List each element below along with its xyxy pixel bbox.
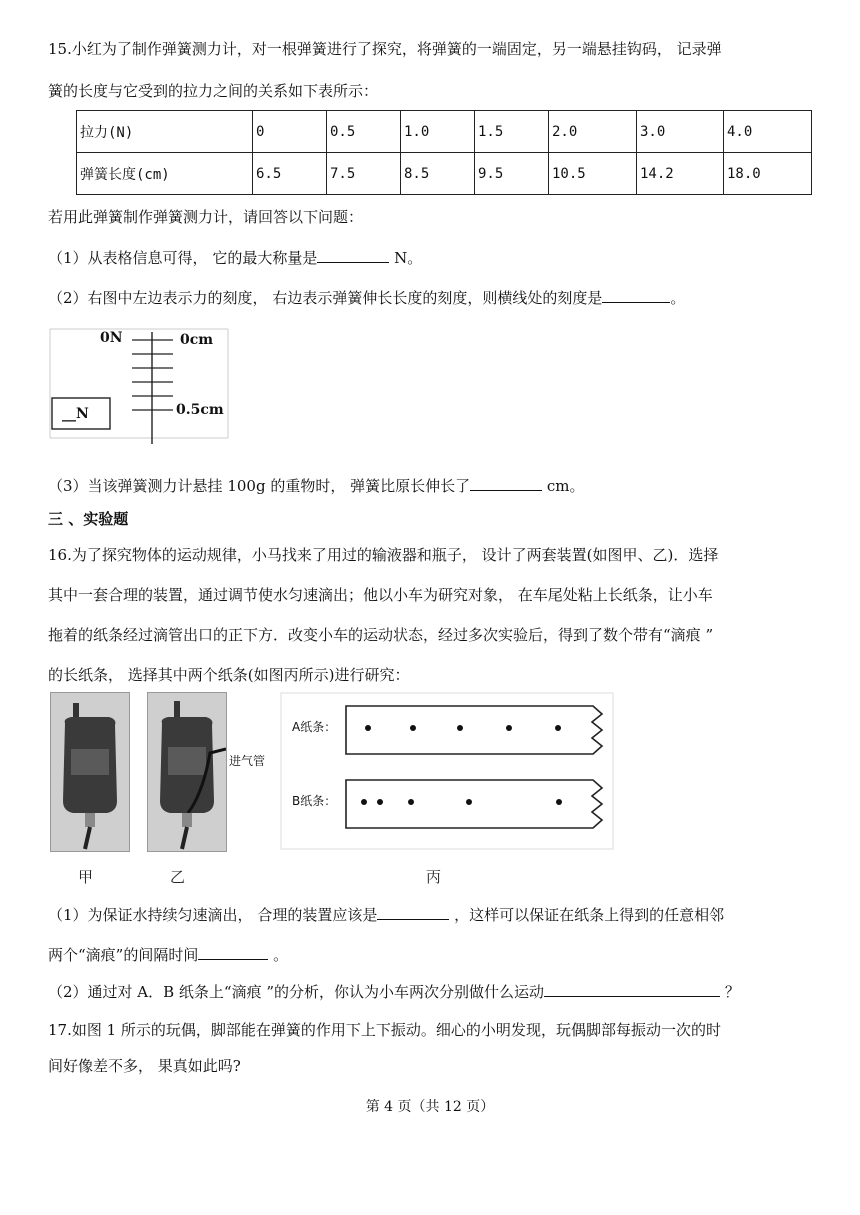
table-cell: 10.5 <box>549 153 637 195</box>
strip-a <box>346 706 602 754</box>
table-cell: 14.2 <box>637 153 724 195</box>
q15-intro: 若用此弹簧制作弹簧测力计，请回答以下问题： <box>48 208 364 226</box>
table-cell: 1.5 <box>475 111 549 153</box>
q16-line-4: 的长纸条， 选择其中两个纸条(如图丙所示)进行研究： <box>48 666 410 684</box>
q15-part-1 <box>48 246 422 269</box>
q16-part-1-line-2-end: 。 <box>268 946 289 964</box>
strip-a-label: A纸条： <box>292 720 337 734</box>
drip-mark <box>555 725 561 731</box>
q16-part-1-line-2 <box>48 943 288 966</box>
scale-box-label: __N <box>62 406 89 422</box>
section-heading: 三 、实验题 <box>48 510 129 528</box>
q15-line-2: 簧的长度与它受到的拉力之间的关系如下表所示： <box>48 82 379 100</box>
drip-mark <box>506 725 512 731</box>
caption-bing: 丙 <box>426 868 442 886</box>
caption-jia: 甲 <box>78 868 94 886</box>
table-cell: 1.0 <box>401 111 475 153</box>
table-row <box>77 153 812 195</box>
device-photo-yi <box>147 692 227 852</box>
caption-yi: 乙 <box>170 868 186 886</box>
q15-part-3-text: （3）当该弹簧测力计悬挂 100g 的重物时， 弹簧比原长伸长了 <box>48 477 471 495</box>
table-cell: 弹簧长度(cm) <box>77 153 253 195</box>
scale-label-0cm: 0cm <box>180 332 214 348</box>
table-cell: 3.0 <box>637 111 724 153</box>
answer-blank[interactable] <box>544 980 720 997</box>
q15-part-3-unit: cm。 <box>542 477 585 495</box>
table-cell: 18.0 <box>724 153 812 195</box>
q17-line-2: 间好像差不多， 果真如此吗? <box>48 1057 241 1075</box>
table-cell: 拉力(N) <box>77 111 253 153</box>
q16-part-1-line-2-text: 两个“滴痕”的间隔时间 <box>48 946 199 964</box>
answer-blank[interactable] <box>602 286 670 303</box>
answer-blank[interactable] <box>377 903 449 920</box>
q15-part-3 <box>48 474 585 497</box>
q15-part-2 <box>48 286 685 309</box>
q15-part-1-text: （1）从表格信息可得， 它的最大称量是 <box>48 249 318 267</box>
device-photo-jia <box>50 692 130 852</box>
table-cell: 9.5 <box>475 153 549 195</box>
q16-part-1-text-after: ，这样可以保证在纸条上得到的任意相邻 <box>449 906 725 924</box>
scale-drawing <box>48 322 248 447</box>
drip-mark <box>361 799 367 805</box>
q15-part-2-end: 。 <box>670 289 686 307</box>
q15-part-2-text: （2）右图中左边表示力的刻度， 右边表示弹簧伸长长度的刻度，则横线处的刻度是 <box>48 289 603 307</box>
q15-part-1-unit: N。 <box>389 249 423 267</box>
drip-mark <box>457 725 463 731</box>
scale-label-0n: 0N <box>100 330 123 346</box>
q16-part-1 <box>48 903 724 926</box>
table-cell: 8.5 <box>401 153 475 195</box>
strip-b-label: B纸条： <box>292 794 337 808</box>
answer-blank[interactable] <box>317 246 389 263</box>
tube-label: 进气管 <box>229 754 266 768</box>
table-cell: 7.5 <box>327 153 401 195</box>
drip-mark <box>466 799 472 805</box>
scale-diagram <box>48 322 248 447</box>
table-cell: 0.5 <box>327 111 401 153</box>
drip-mark <box>365 725 371 731</box>
q16-part-2-end: ？ <box>720 983 740 1001</box>
q16-line-1: 16.为了探究物体的运动规律，小马找来了用过的输液器和瓶子， 设计了两套装置(如图甲、乙)．选择 <box>48 546 719 564</box>
table-cell: 4.0 <box>724 111 812 153</box>
q16-part-1-text: （1）为保证水持续匀速滴出， 合理的装置应该是 <box>48 906 378 924</box>
paper-strip-figure <box>280 692 614 850</box>
q16-line-2: 其中一套合理的装置，通过调节使水匀速滴出；他以小车为研究对象， 在车尾处粘上长纸条，让小车 <box>48 586 713 604</box>
page-footer: 第 4 页（共 12 页） <box>365 1099 495 1115</box>
q16-part-2 <box>48 980 740 1003</box>
strip-b <box>346 780 602 828</box>
table-cell: 0 <box>253 111 327 153</box>
drip-mark <box>410 725 416 731</box>
q17-line-1: 17.如图 1 所示的玩偶，脚部能在弹簧的作用下上下振动。细心的小明发现，玩偶脚部每振动一次的时 <box>48 1021 721 1039</box>
scale-label-05cm: 0.5cm <box>176 402 224 418</box>
table-cell: 6.5 <box>253 153 327 195</box>
force-length-table <box>76 110 812 195</box>
drip-bottle-image <box>148 693 226 851</box>
drip-mark <box>408 799 414 805</box>
drip-bottle-image <box>51 693 129 851</box>
table-cell: 2.0 <box>549 111 637 153</box>
answer-blank[interactable] <box>198 943 268 960</box>
drip-mark <box>556 799 562 805</box>
q16-line-3: 拖着的纸条经过滴管出口的正下方．改变小车的运动状态，经过多次实验后，得到了数个带有“滴痕 ” <box>48 626 714 644</box>
q15-line-1: 15.小红为了制作弹簧测力计，对一根弹簧进行了探究，将弹簧的一端固定，另一端悬挂钩码， 记录弹 <box>48 40 722 58</box>
answer-blank[interactable] <box>470 474 542 491</box>
drip-mark <box>377 799 383 805</box>
q16-part-2-text: （2）通过对 A．B 纸条上“滴痕 ”的分析，你认为小车两次分别做什么运动 <box>48 983 545 1001</box>
table-row <box>77 111 812 153</box>
paper-strips-drawing <box>280 692 614 850</box>
